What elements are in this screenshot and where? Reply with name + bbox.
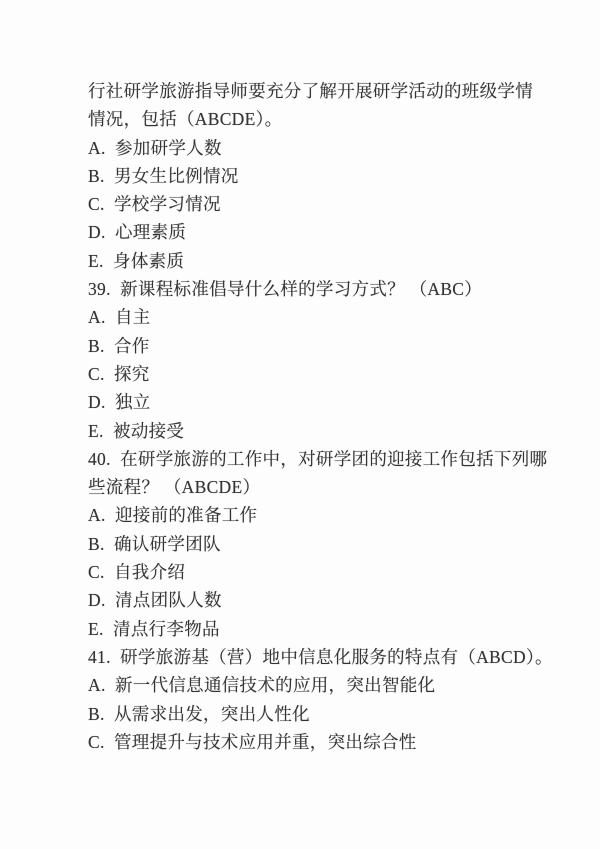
question-38-continuation-line: 行社研学旅游指导师要充分了解开展研学活动的班级学情 xyxy=(88,81,533,101)
question-39-option-a: A. 自主 xyxy=(88,307,151,328)
question-40-option-b: B. 确认研学团队 xyxy=(88,533,221,554)
document-text-block xyxy=(88,77,553,756)
question-41-option-b: B. 从需求出发，突出人性化 xyxy=(88,703,310,724)
question-41-option-a: A. 新一代信息通信技术的应用，突出智能化 xyxy=(88,675,436,696)
question-39-option-e: E. 被动接受 xyxy=(88,420,185,441)
question-40-title-line-1: 40. 在研学旅游的工作中，对研学团的迎接工作包括下列哪 xyxy=(88,448,548,469)
question-40-option-d: D. 清点团队人数 xyxy=(88,590,222,611)
question-41-title: 41. 研学旅游基（营）地中信息化服务的特点有（ABCD）。 xyxy=(88,646,553,667)
question-39-title: 39. 新课程标准倡导什么样的学习方式？ （ABC） xyxy=(88,279,483,300)
question-38-option-a: A. 参加研学人数 xyxy=(88,137,222,158)
question-40-option-c: C. 自我介绍 xyxy=(88,562,186,583)
question-39-option-c: C. 探究 xyxy=(88,363,150,384)
question-40-title-line-2: 些流程？ （ABCDE） xyxy=(88,477,261,498)
question-38-option-e: E. 身体素质 xyxy=(88,250,185,271)
question-39-option-d: D. 独立 xyxy=(88,392,151,413)
question-38-option-c: C. 学校学习情况 xyxy=(88,194,221,215)
question-38-option-b: B. 男女生比例情况 xyxy=(88,165,239,186)
question-38-continuation-answer: 情况，包括（ABCDE）。 xyxy=(88,109,283,130)
question-40-option-e: E. 清点行李物品 xyxy=(88,618,220,639)
question-40-option-a: A. 迎接前的准备工作 xyxy=(88,505,258,526)
question-38-option-d: D. 心理素质 xyxy=(88,222,187,243)
question-41-option-c: C. 管理提升与技术应用并重，突出综合性 xyxy=(88,731,417,752)
question-39-option-b: B. 合作 xyxy=(88,335,150,356)
